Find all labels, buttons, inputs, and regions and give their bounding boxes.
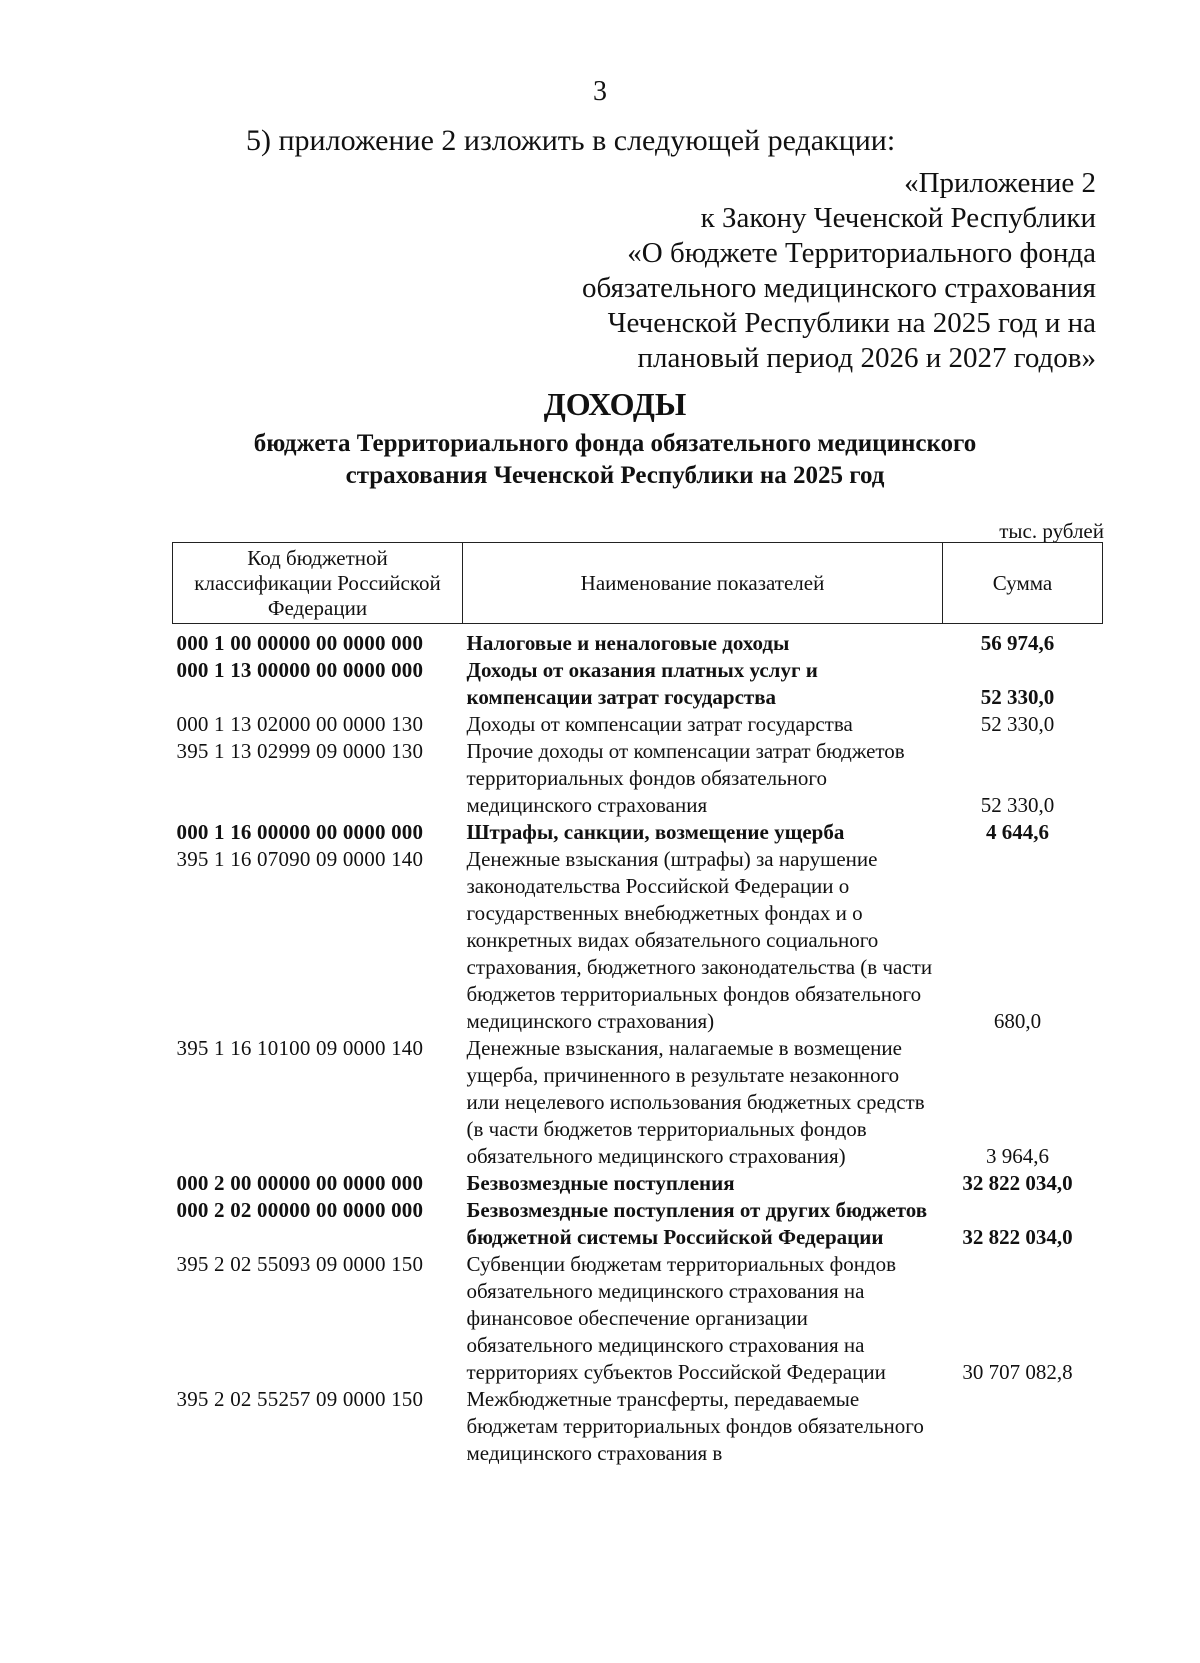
document-title: ДОХОДЫ <box>543 386 687 422</box>
row-sum: 680,0 <box>993 1009 1042 1033</box>
row-code: 395 2 02 55257 09 0000 150 <box>176 1387 424 1411</box>
row-code: 000 1 13 00000 00 0000 000 <box>176 658 424 682</box>
annex-line: «Приложение 2 <box>904 167 1096 199</box>
table-row <box>173 819 1103 846</box>
row-code: 000 2 00 00000 00 0000 000 <box>176 1171 424 1195</box>
row-code: 395 1 13 02999 09 0000 130 <box>176 739 424 763</box>
row-sum: 52 330,0 <box>980 712 1055 736</box>
subtitle-line: бюджета Территориального фонда обязательного медицинского <box>253 430 977 457</box>
row-code: 000 2 02 00000 00 0000 000 <box>176 1198 424 1222</box>
row-code: 000 1 00 00000 00 0000 000 <box>176 631 424 655</box>
table-row <box>173 1197 1103 1251</box>
row-name: Прочие доходы от компенсации затрат бюджетов территориальных фондов обязательного медицинского страхования <box>466 739 905 817</box>
row-name: Межбюджетные трансферты, передаваемые бюджетам территориальных фондов обязательного медицинского страхования в <box>466 1387 924 1465</box>
row-sum: 30 707 082,8 <box>962 1360 1073 1384</box>
table-row <box>173 1386 1103 1467</box>
row-sum: 52 330,0 <box>980 793 1055 817</box>
income-table <box>172 542 1103 1467</box>
annex-line: обязательного медицинского страхования <box>582 272 1096 304</box>
row-name: Денежные взыскания (штрафы) за нарушение законодательства Российской Федерации о государственных внебюджетных фондах и о конкретных видах обязательного социального страхования, бюджетного законодательства (в части бюджетов территориальных фондов обязательного медицинского страхования) <box>466 847 933 1033</box>
row-code: 000 1 13 02000 00 0000 130 <box>176 712 424 736</box>
table-row <box>173 624 1103 658</box>
row-sum: 32 822 034,0 <box>962 1225 1073 1249</box>
row-sum: 56 974,6 <box>980 631 1055 655</box>
table-row <box>173 1035 1103 1170</box>
row-name: Доходы от компенсации затрат государства <box>466 712 853 736</box>
annex-line: «О бюджете Территориального фонда <box>627 237 1096 269</box>
row-name: Налоговые и неналоговые доходы <box>466 631 790 655</box>
header-sum: Сумма <box>943 543 1103 624</box>
table-row <box>173 711 1103 738</box>
header-code: Код бюджетной классификации Российской Федерации <box>173 543 463 624</box>
table-row <box>173 1170 1103 1197</box>
table-row <box>173 1251 1103 1386</box>
table-row <box>173 657 1103 711</box>
subtitle-line: страхования Чеченской Республики на 2025 год <box>345 462 885 489</box>
row-name: Субвенции бюджетам территориальных фондов обязательного медицинского страхования на финансовое обеспечение организации обязательного медицинского страхования на территориях субъектов Российской Федерации <box>466 1252 897 1384</box>
header-name: Наименование показателей <box>463 543 943 624</box>
row-code: 395 1 16 10100 09 0000 140 <box>176 1036 424 1060</box>
row-name: Доходы от оказания платных услуг и компенсации затрат государства <box>466 658 818 709</box>
instruction-text: 5) приложение 2 изложить в следующей редакции: <box>246 124 896 157</box>
row-name: Безвозмездные поступления <box>466 1171 735 1195</box>
row-sum <box>943 1386 1103 1467</box>
row-name: Безвозмездные поступления от других бюджетов бюджетной системы Российской Федерации <box>466 1198 928 1249</box>
annex-line: плановый период 2026 и 2027 годов» <box>637 342 1096 374</box>
table-body <box>173 624 1103 1468</box>
row-name: Штрафы, санкции, возмещение ущерба <box>466 820 845 844</box>
row-sum: 32 822 034,0 <box>962 1171 1073 1195</box>
row-sum: 4 644,6 <box>986 820 1049 844</box>
row-sum: 3 964,6 <box>986 1144 1049 1168</box>
document-subtitle <box>0 428 1200 492</box>
row-code: 395 1 16 07090 09 0000 140 <box>176 847 424 871</box>
table-row <box>173 738 1103 819</box>
row-name: Денежные взыскания, налагаемые в возмещение ущерба, причиненного в результате незаконного или нецелевого использования бюджетных средств (в части бюджетов территориальных фондов обязательного медицинского страхования) <box>466 1036 925 1168</box>
unit-label: тыс. рублей <box>999 519 1104 543</box>
row-sum: 52 330,0 <box>980 685 1055 709</box>
row-code: 395 2 02 55093 09 0000 150 <box>176 1252 424 1276</box>
row-code: 000 1 16 00000 00 0000 000 <box>176 820 424 844</box>
page-number: 3 <box>593 76 607 107</box>
annex-line: к Закону Чеченской Республики <box>700 202 1096 234</box>
table-row <box>173 846 1103 1035</box>
annex-line: Чеченской Республики на 2025 год и на <box>607 307 1096 339</box>
table-header-row <box>173 543 1103 624</box>
annex-header <box>582 166 1096 376</box>
